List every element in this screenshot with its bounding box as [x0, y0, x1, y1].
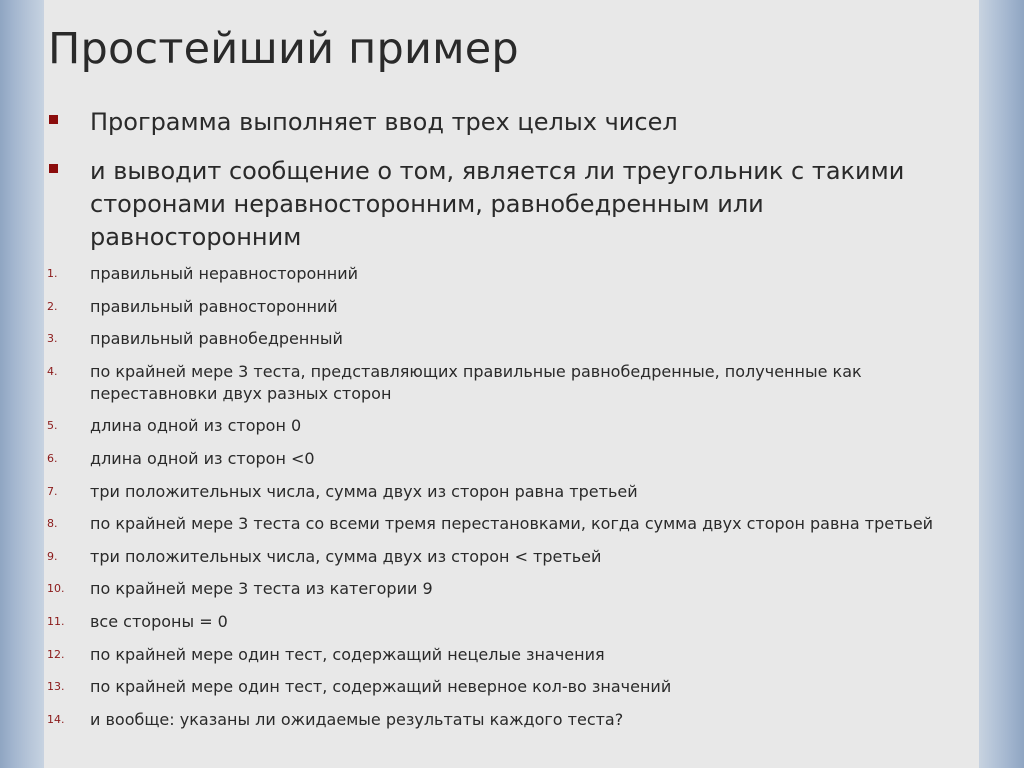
slide-title: Простейший пример: [48, 24, 519, 74]
list-item: [44, 676, 979, 698]
list-item: [44, 263, 979, 285]
item-text: по крайней мере 3 теста со всеми тремя перестановками, когда сумма двух сторон равна третьей: [90, 514, 934, 534]
item-number: 4.: [47, 364, 58, 378]
item-text: правильный неравносторонний: [90, 264, 358, 283]
bullet-item: [44, 155, 979, 254]
item-number: 2.: [47, 299, 58, 313]
item-number: 9.: [47, 549, 58, 563]
item-number: 1.: [47, 267, 58, 280]
item-number: 14.: [47, 712, 65, 726]
square-bullet-icon: [49, 164, 58, 173]
item-text: длина одной из сторон <0: [90, 448, 315, 468]
list-item: [44, 578, 979, 600]
test-case-list: [44, 263, 979, 741]
list-item: [44, 644, 979, 666]
list-item: [44, 296, 979, 318]
item-text: три положительных числа, сумма двух из сторон равна третьей: [90, 481, 638, 501]
item-number: 11.: [47, 614, 65, 628]
list-item: [44, 448, 979, 470]
list-item: [44, 361, 979, 405]
list-item: [44, 611, 979, 633]
item-text: три положительных числа, сумма двух из сторон < третьей: [90, 546, 602, 566]
list-item: [44, 513, 979, 535]
bullet-item: [44, 106, 979, 139]
item-number: 12.: [47, 647, 65, 661]
item-text: и вообще: указаны ли ожидаемые результаты каждого теста?: [90, 709, 624, 729]
item-text: по крайней мере один тест, содержащий нецелые значения: [90, 644, 605, 664]
item-text: правильный равносторонний: [90, 296, 338, 316]
item-text: по крайней мере один тест, содержащий неверное кол-во значений: [90, 677, 672, 697]
item-text: по крайней мере 3 теста, представляющих правильные равнобедренные, полученные как переставновки двух разных сторон: [90, 361, 862, 403]
item-text: правильный равнобедренный: [90, 329, 343, 349]
item-number: 3.: [47, 332, 58, 346]
item-number: 8.: [47, 517, 58, 531]
slide: [44, 0, 979, 768]
bullet-text: Программа выполняет ввод трех целых чисел: [90, 108, 678, 136]
list-item: [44, 328, 979, 350]
item-text: все стороны = 0: [90, 611, 228, 631]
list-item: [44, 481, 979, 503]
item-number: 6.: [47, 451, 58, 465]
item-number: 13.: [47, 680, 65, 694]
item-number: 7.: [47, 484, 58, 498]
item-number: 10.: [47, 582, 65, 596]
item-text: длина одной из сторон 0: [90, 416, 302, 436]
square-bullet-icon: [49, 115, 58, 124]
list-item: [44, 415, 979, 437]
item-number: 5.: [47, 419, 58, 433]
list-item: [44, 546, 979, 568]
bullet-text: и выводит сообщение о том, является ли треугольник с такими сторонами неравносторонним, равнобедренным или равносторонним: [90, 157, 905, 251]
item-text: по крайней мере 3 теста из категории 9: [90, 579, 433, 599]
bullet-list: [44, 106, 979, 270]
list-item: [44, 709, 979, 731]
